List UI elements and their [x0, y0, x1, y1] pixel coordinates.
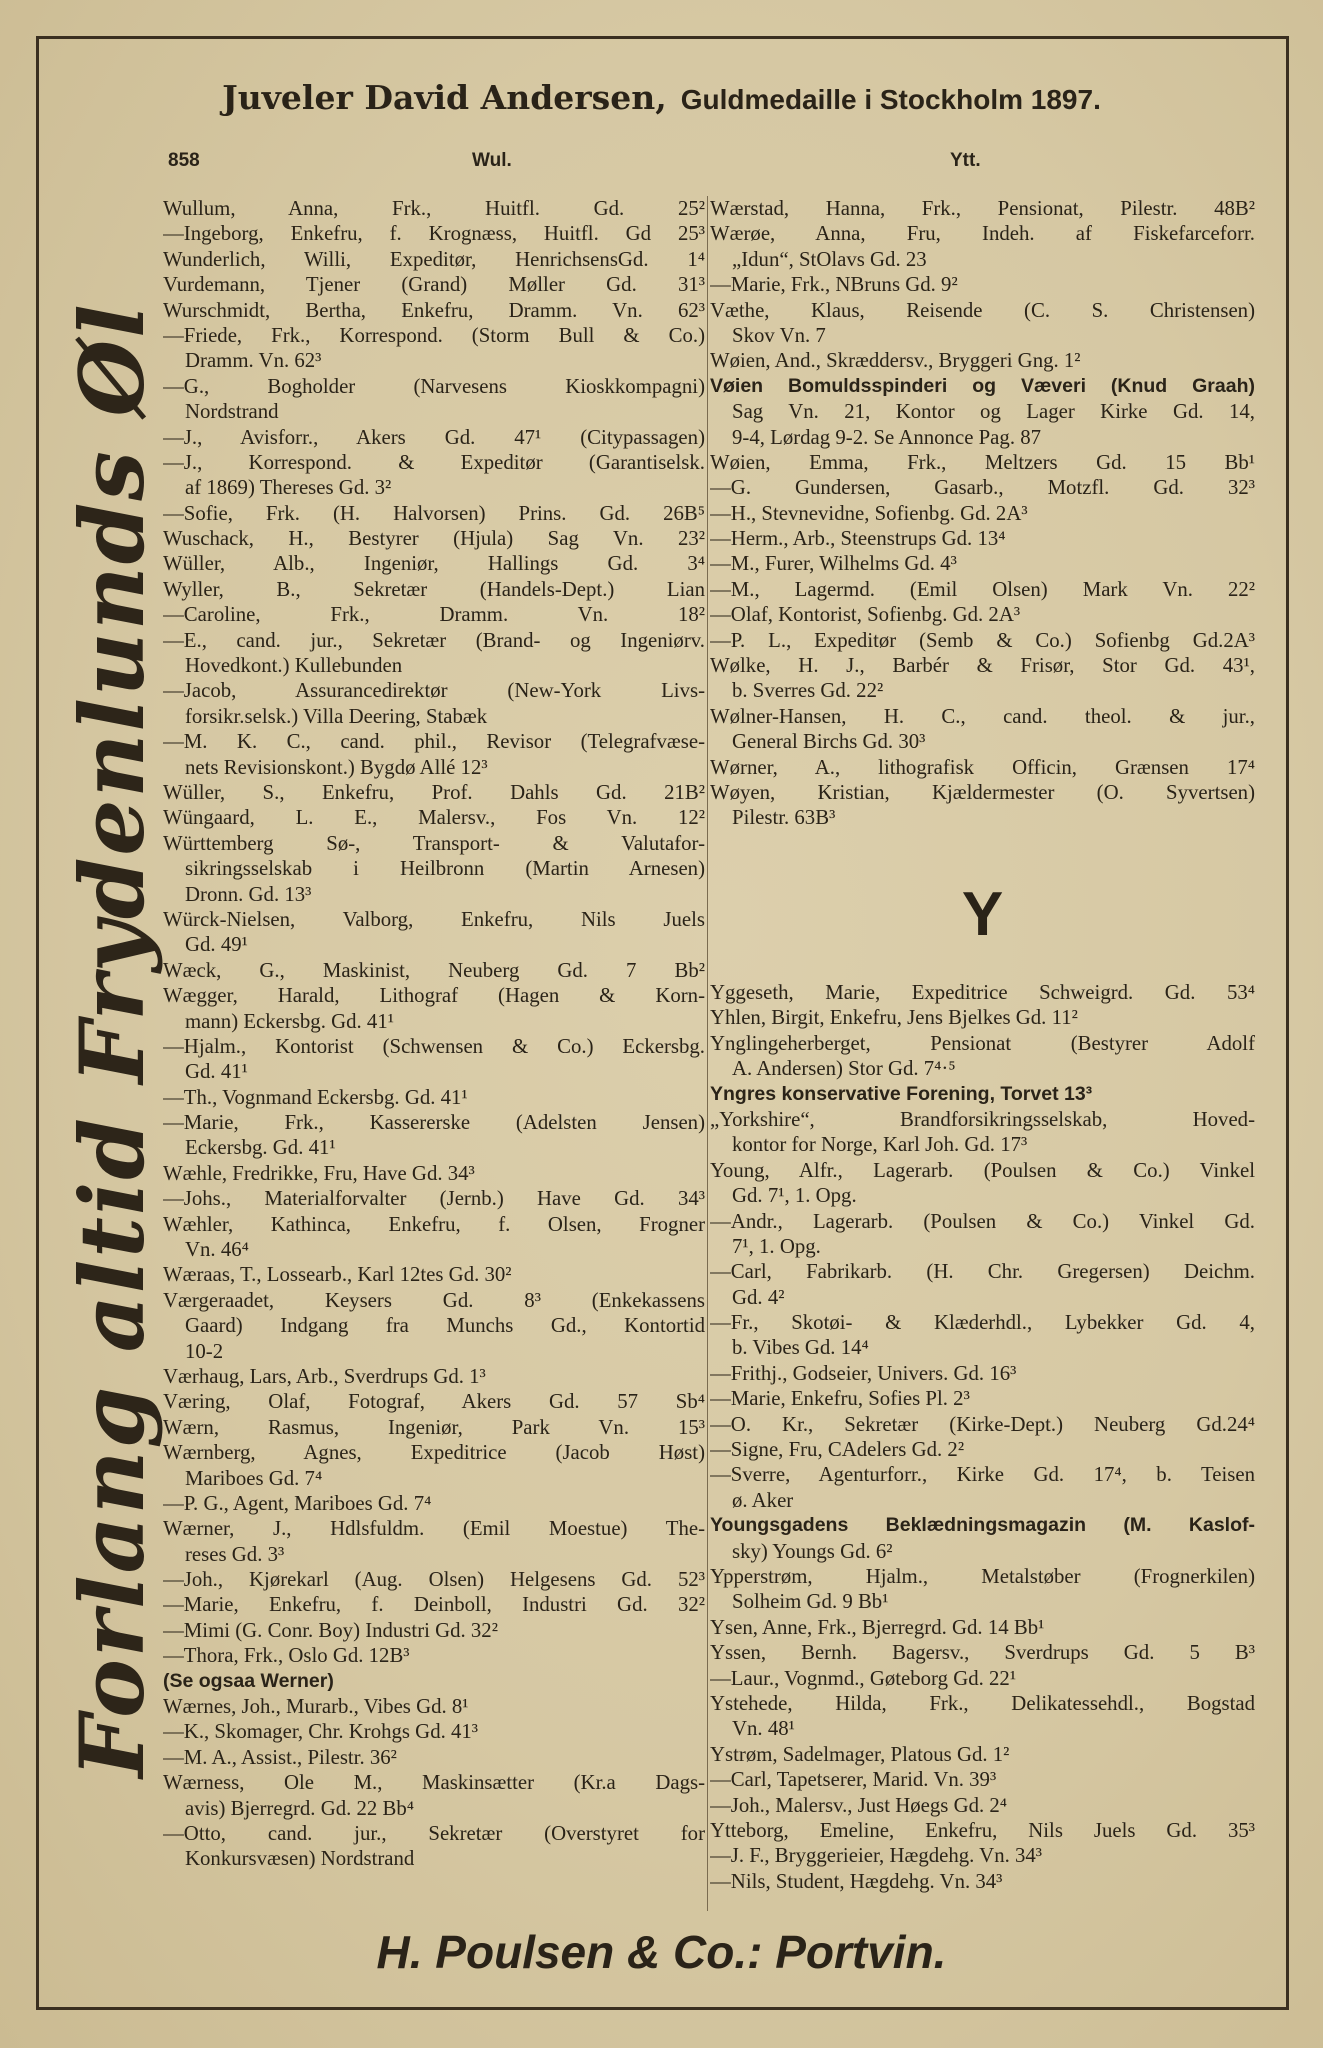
directory-line: —Nils, Student, Hægdehg. Vn. 34³: [710, 1869, 1003, 1893]
ad-jeweler-name: Juveler David Andersen,: [222, 78, 667, 117]
directory-line: —M. K. C., cand. phil., Revisor (Telegrafvæse-: [163, 730, 705, 754]
directory-line: Yhlen, Birgit, Enkefru, Jens Bjelkes Gd. 11²: [710, 1006, 1078, 1030]
ad-jeweler-tagline: Guldmedaille i Stockholm 1897.: [680, 84, 1101, 115]
directory-line: Wølner-Hansen, H. C., cand. theol. & jur.,: [710, 704, 1255, 728]
directory-line: —Carl, Tapetserer, Marid. Vn. 39³: [710, 1768, 997, 1792]
page-number: 858: [168, 150, 200, 171]
directory-line: Young, Alfr., Lagerarb. (Poulsen & Co.) Vinkel: [710, 1158, 1255, 1182]
directory-line: —Marie, Enkefru, Sofies Pl. 2³: [710, 1387, 970, 1411]
directory-line: Vøien Bomuldsspinderi og Væveri (Knud Graah): [710, 374, 1255, 397]
directory-line: 9-4, Lørdag 9-2. Se Annonce Pag. 87: [732, 425, 1042, 449]
directory-line: reses Gd. 3³: [185, 1542, 285, 1566]
directory-line: Yngres konservative Forening, Torvet 13³: [710, 1082, 1093, 1105]
directory-line: 7¹, 1. Opg.: [732, 1234, 821, 1258]
directory-line: Nordstrand: [185, 400, 279, 424]
directory-line: —J. F., Bryggerieier, Hægdehg. Vn. 34³: [710, 1844, 1043, 1868]
directory-line: —Otto, cand. jur., Sekretær (Overstyret for: [163, 1822, 705, 1845]
directory-line: —Ingeborg, Enkefru, f. Krognæss, Huitfl. Gd 25³: [163, 222, 705, 246]
directory-line: Væthe, Klaus, Reisende (C. S. Christensen): [710, 298, 1255, 322]
directory-line: Wüngaard, L. E., Malersv., Fos Vn. 12²: [163, 806, 705, 830]
directory-line: Dronn. Gd. 13³: [185, 882, 312, 906]
directory-line: Wøyen, Kristian, Kjældermester (O. Syvertsen): [710, 780, 1255, 804]
directory-line: —Jacob, Assurancedirektør (New-York Livs-: [163, 679, 705, 703]
directory-line: Wærstad, Hanna, Frk., Pensionat, Pilestr. 48B²: [710, 197, 1255, 220]
directory-line: —Caroline, Frk., Dramm. Vn. 18²: [163, 603, 705, 627]
directory-line: Wærness, Ole M., Maskinsætter (Kr.a Dags-: [163, 1771, 705, 1795]
directory-line: Sag Vn. 21, Kontor og Lager Kirke Gd. 14,: [732, 400, 1255, 424]
directory-line: —Signe, Fru, CAdelers Gd. 2²: [710, 1438, 965, 1462]
directory-line: —Sverre, Agenturforr., Kirke Gd. 17⁴, b. Teisen: [710, 1463, 1255, 1487]
directory-line: —Joh., Kjørekarl (Aug. Olsen) Helgesens Gd. 52³: [163, 1568, 705, 1592]
directory-line: Mariboes Gd. 7⁴: [185, 1466, 323, 1490]
directory-line: Wærøe, Anna, Fru, Indeh. af Fiskefarceforr.: [710, 222, 1255, 246]
directory-line: Vurdemann, Tjener (Grand) Møller Gd. 31³: [163, 273, 705, 297]
directory-line: af 1869) Thereses Gd. 3²: [185, 476, 392, 500]
directory-line: —Mimi (G. Conr. Boy) Industri Gd. 32²: [163, 1618, 498, 1642]
header-advertisement: [0, 78, 1323, 117]
directory-line: Wørner, A., lithografisk Officin, Grænsen 17⁴: [710, 755, 1255, 779]
directory-line: —K., Skomager, Chr. Krohgs Gd. 41³: [163, 1720, 479, 1744]
right-running-key: Ytt.: [950, 150, 981, 171]
directory-line: Wærnes, Joh., Murarb., Vibes Gd. 8¹: [163, 1695, 469, 1719]
directory-line: sky) Youngs Gd. 6²: [732, 1539, 893, 1563]
directory-line: Württemberg Sø-, Transport- & Valutafor-: [163, 831, 705, 855]
directory-line: forsikr.selsk.) Villa Deering, Stabæk: [185, 704, 488, 728]
directory-line: Würck-Nielsen, Valborg, Enkefru, Nils Juels: [163, 907, 705, 931]
directory-line: —Carl, Fabrikarb. (H. Chr. Gregersen) Deichm.: [710, 1260, 1255, 1284]
directory-line: —J., Avisforr., Akers Gd. 47¹ (Citypassagen): [163, 425, 705, 449]
directory-line: 10-2: [185, 1339, 224, 1363]
directory-line: Ystrøm, Sadelmager, Platous Gd. 1²: [710, 1742, 1010, 1766]
right-column-bottom: [710, 980, 1255, 1894]
directory-line: Skov Vn. 7: [732, 323, 826, 347]
directory-line: —Herm., Arb., Steenstrups Gd. 13⁴: [710, 527, 1006, 551]
footer-advertisement: H. Poulsen & Co.: Portvin.: [376, 1926, 947, 1978]
directory-line: —Marie, Frk., Kassererske (Adelsten Jensen): [163, 1111, 705, 1135]
left-running-key: Wul.: [472, 150, 512, 171]
vertical-ad-text: Forlang altid Frydenlunds Øl: [60, 302, 164, 1778]
directory-line: Ypperstrøm, Hjalm., Metalstøber (Frognerkilen): [710, 1564, 1255, 1588]
directory-line: Wæhle, Fredrikke, Fru, Have Gd. 34³: [163, 1161, 475, 1185]
directory-line: Hovedkont.) Kullebunden: [185, 654, 403, 678]
directory-line: Pilestr. 63B³: [732, 806, 836, 830]
directory-line: Værgeraadet, Keysers Gd. 8³ (Enkekassens: [163, 1288, 705, 1312]
directory-line: Ysen, Anne, Frk., Bjerregrd. Gd. 14 Bb¹: [710, 1615, 1045, 1639]
directory-line: Dramm. Vn. 62³: [185, 349, 322, 373]
directory-line: —Marie, Enkefru, f. Deinboll, Industri Gd. 32²: [163, 1593, 705, 1617]
directory-line: Vn. 46⁴: [185, 1238, 249, 1262]
directory-line: Wærnberg, Agnes, Expeditrice (Jacob Høst): [163, 1441, 705, 1465]
directory-line: —M., Furer, Wilhelms Gd. 4³: [710, 552, 957, 576]
directory-line: —Johs., Materialforvalter (Jernb.) Have Gd. 34³: [163, 1187, 705, 1211]
directory-line: A. Andersen) Stor Gd. 7⁴·⁵: [732, 1057, 956, 1081]
directory-line: avis) Bjerregrd. Gd. 22 Bb⁴: [185, 1796, 415, 1820]
directory-line: b. Sverres Gd. 22²: [732, 679, 884, 703]
directory-line: „Yorkshire“, Brandforsikringsselskab, Hoved-: [710, 1107, 1255, 1131]
column-divider: [707, 196, 708, 1911]
section-letter: Y: [961, 880, 1004, 949]
directory-line: Wøien, Emma, Frk., Meltzers Gd. 15 Bb¹: [710, 450, 1255, 474]
directory-line: —Andr., Lagerarb. (Poulsen & Co.) Vinkel Gd.: [710, 1209, 1255, 1233]
directory-line: Wyller, B., Sekretær (Handels-Dept.) Lian: [163, 577, 705, 601]
directory-line: Yggeseth, Marie, Expeditrice Schweigrd. Gd. 53⁴: [710, 981, 1255, 1004]
directory-line: —Hjalm., Kontorist (Schwensen & Co.) Eckersbg.: [163, 1034, 705, 1058]
directory-line: General Birchs Gd. 30³: [732, 730, 926, 754]
directory-line: Wægger, Harald, Lithograf (Hagen & Korn-: [163, 984, 705, 1008]
directory-line: —G. Gundersen, Gasarb., Motzfl. Gd. 32³: [710, 476, 1255, 500]
directory-line: Wøien, And., Skræddersv., Bryggeri Gng. 1²: [710, 349, 1081, 373]
directory-line: Yssen, Bernh. Bagersv., Sverdrups Gd. 5 B³: [710, 1641, 1255, 1665]
directory-line: Vn. 48¹: [732, 1717, 795, 1741]
directory-line: Ynglingeherberget, Pensionat (Bestyrer Adolf: [710, 1031, 1255, 1055]
directory-line: Wølke, H. J., Barbér & Frisør, Stor Gd. 43¹,: [710, 654, 1255, 678]
directory-line: Gd. 7¹, 1. Opg.: [732, 1184, 857, 1208]
directory-line: Wæck, G., Maskinist, Neuberg Gd. 7 Bb²: [163, 958, 705, 982]
directory-line: Gd. 41¹: [185, 1060, 248, 1084]
directory-line: Ytteborg, Emeline, Enkefru, Nils Juels Gd. 35³: [710, 1818, 1255, 1842]
directory-line: Gd. 49¹: [185, 933, 248, 957]
directory-line: —P. L., Expeditør (Semb & Co.) Sofienbg Gd.2A³: [710, 628, 1255, 652]
directory-line: —Laur., Vognmd., Gøteborg Gd. 22¹: [710, 1666, 1017, 1690]
directory-line: Wuschack, H., Bestyrer (Hjula) Sag Vn. 23²: [163, 527, 705, 551]
directory-line: mann) Eckersbg. Gd. 41¹: [185, 1009, 394, 1033]
directory-line: —P. G., Agent, Mariboes Gd. 7⁴: [163, 1491, 432, 1515]
directory-line: Gaard) Indgang fra Munchs Gd., Kontortid: [185, 1314, 705, 1338]
directory-line: Wullum, Anna, Frk., Huitfl. Gd. 25²: [163, 197, 705, 220]
directory-line: —E., cand. jur., Sekretær (Brand- og Ingeniørv.: [163, 628, 705, 652]
directory-line: —Friede, Frk., Korrespond. (Storm Bull & Co.): [163, 323, 705, 347]
directory-line: Værhaug, Lars, Arb., Sverdrups Gd. 1³: [163, 1364, 486, 1388]
directory-line: Wurschmidt, Bertha, Enkefru, Dramm. Vn. 62³: [163, 298, 705, 322]
directory-line: (Se ogsaa Werner): [163, 1669, 334, 1692]
directory-line: Wæhler, Kathinca, Enkefru, f. Olsen, Frogner: [163, 1212, 705, 1236]
directory-line: —O. Kr., Sekretær (Kirke-Dept.) Neuberg Gd.24⁴: [710, 1412, 1255, 1436]
directory-line: ø. Aker: [732, 1488, 794, 1512]
directory-line: —M., Lagermd. (Emil Olsen) Mark Vn. 22²: [710, 577, 1255, 601]
directory-line: nets Revisionskont.) Bygdø Allé 12³: [185, 755, 488, 779]
directory-line: Wunderlich, Willi, Expeditør, HenrichsensGd. 1⁴: [163, 247, 705, 271]
directory-line: —H., Stevnevidne, Sofienbg. Gd. 2A³: [710, 501, 1028, 525]
directory-line: —Joh., Malersv., Just Høegs Gd. 2⁴: [710, 1793, 1008, 1817]
directory-line: —Thora, Frk., Oslo Gd. 12B³: [163, 1644, 410, 1668]
directory-line: kontor for Norge, Karl Joh. Gd. 17³: [732, 1133, 1028, 1157]
directory-line: —M. A., Assist., Pilestr. 36²: [163, 1745, 397, 1769]
directory-line: sikringsselskab i Heilbronn (Martin Arnesen): [185, 857, 705, 881]
directory-line: —J., Korrespond. & Expeditør (Garantiselsk.: [163, 450, 705, 474]
directory-line: —Marie, Frk., NBruns Gd. 9²: [710, 273, 958, 297]
directory-line: —Olaf, Kontorist, Sofienbg. Gd. 2A³: [710, 603, 1021, 627]
directory-line: Wüller, Alb., Ingeniør, Hallings Gd. 3⁴: [163, 552, 705, 576]
directory-line: —Frithj., Godseier, Univers. Gd. 16³: [710, 1361, 1017, 1385]
directory-line: —Th., Vognmand Eckersbg. Gd. 41¹: [163, 1085, 468, 1109]
directory-line: Ystehede, Hilda, Frk., Delikatessehdl., Bogstad: [710, 1691, 1255, 1715]
directory-line: Væring, Olaf, Fotograf, Akers Gd. 57 Sb⁴: [163, 1390, 705, 1414]
left-column: [163, 196, 705, 1872]
directory-line: Wærner, J., Hdlsfuldm. (Emil Moestue) The-: [163, 1517, 705, 1541]
directory-line: Youngsgadens Beklædningsmagazin (M. Kaslof-: [710, 1514, 1255, 1537]
directory-line: Wærn, Rasmus, Ingeniør, Park Vn. 15³: [163, 1415, 705, 1439]
directory-line: —Fr., Skotøi- & Klæderhdl., Lybekker Gd. 4,: [710, 1311, 1255, 1335]
directory-line: „Idun“, StOlavs Gd. 23: [732, 247, 927, 271]
directory-line: Solheim Gd. 9 Bb¹: [732, 1590, 889, 1614]
directory-line: Konkursvæsen) Nordstrand: [185, 1847, 415, 1871]
right-column-top: [710, 196, 1255, 831]
directory-line: —Sofie, Frk. (H. Halvorsen) Prins. Gd. 26B⁵: [163, 501, 705, 525]
directory-line: Wüller, S., Enkefru, Prof. Dahls Gd. 21B²: [163, 780, 705, 804]
directory-line: Gd. 4²: [732, 1285, 785, 1309]
directory-line: —G., Bogholder (Narvesens Kioskkompagni): [163, 374, 705, 398]
directory-line: Eckersbg. Gd. 41¹: [185, 1136, 336, 1160]
directory-line: b. Vibes Gd. 14⁴: [732, 1336, 869, 1360]
directory-line: Wæraas, T., Lossearb., Karl 12tes Gd. 30²: [163, 1263, 512, 1287]
